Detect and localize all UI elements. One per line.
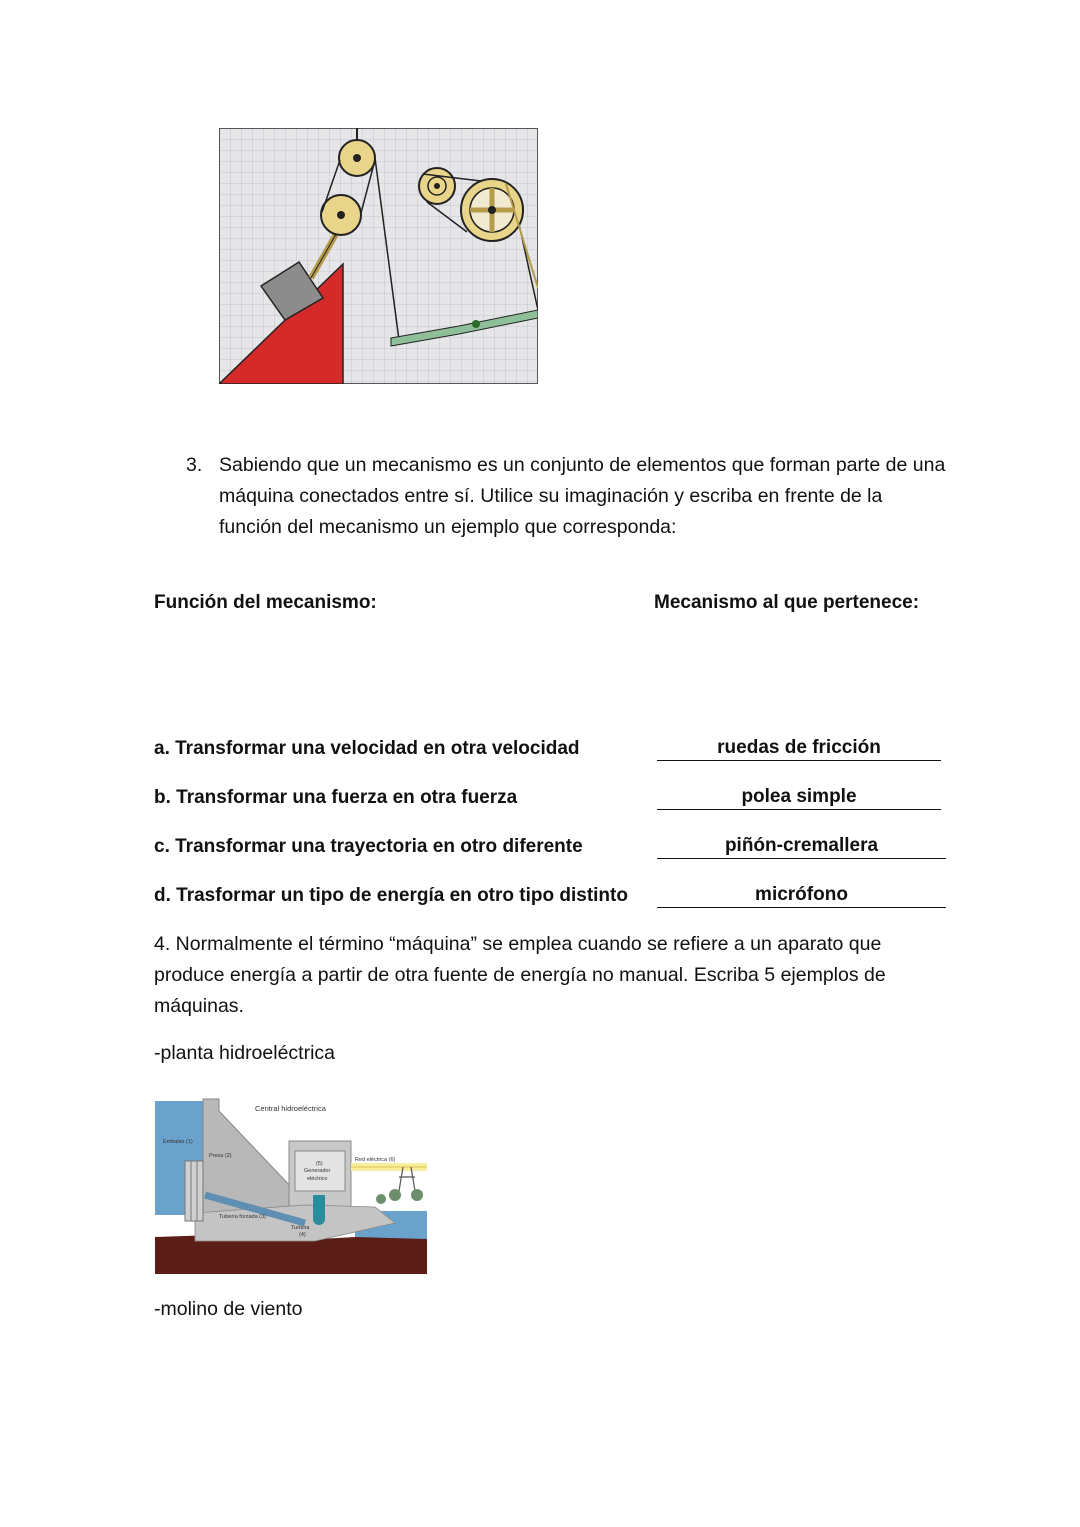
diagram-label-turbine-num: (4)	[299, 1232, 306, 1238]
diagram-title: Central hidroeléctrica	[255, 1104, 326, 1113]
mechanisms-drawing-svg	[219, 128, 538, 384]
diagram-label-generator-num: (5)	[316, 1161, 323, 1167]
question-4-text: 4. Normalmente el término “máquina” se emplea cuando se refiere a un aparato que produce energía a partir de otra fuente de energía no manual. Escriba 5 ejemplos de máquinas.	[154, 933, 886, 1017]
row-d-answer: micrófono	[657, 883, 946, 908]
row-a-function: a. Transformar una velocidad en otra velocidad	[154, 738, 580, 759]
question-3	[186, 450, 946, 543]
diagram-label-generator-2: eléctrico	[307, 1176, 328, 1182]
diagram-label-grid: Red eléctrica (6)	[355, 1157, 396, 1163]
mechanisms-drawing	[219, 128, 538, 384]
hydroelectric-diagram-svg	[155, 1095, 427, 1274]
row-a-answer: ruedas de fricción	[657, 736, 941, 761]
diagram-label-penstock: Tubería forzada (3)	[219, 1214, 266, 1220]
question-3-text: Sabiendo que un mecanismo es un conjunto de elementos que forman parte de una máquina conectados entre sí. Utilice su imaginación y escriba en frente de la función del mecanismo un ejemplo que corresponda:	[219, 454, 946, 538]
example-1: -planta hidroeléctrica	[154, 1042, 336, 1064]
diagram-label-turbine: Turbina	[291, 1225, 310, 1231]
row-b-answer: polea simple	[657, 785, 941, 810]
row-c-function: c. Transformar una trayectoria en otro diferente	[154, 836, 583, 857]
column-header-function: Función del mecanismo:	[154, 592, 377, 613]
row-c-answer: piñón-cremallera	[657, 834, 946, 859]
row-b-function: b. Transformar una fuerza en otra fuerza	[154, 787, 518, 808]
row-d-function: d. Trasformar un tipo de energía en otro tipo distinto	[154, 885, 628, 906]
diagram-label-dam: Presa (2)	[209, 1153, 232, 1159]
example-2: -molino de viento	[154, 1298, 303, 1320]
hydroelectric-diagram	[155, 1095, 427, 1274]
diagram-label-generator-1: Generador	[304, 1168, 331, 1174]
diagram-label-reservoir: Embalse (1)	[163, 1139, 193, 1145]
question-3-number: 3.	[186, 454, 203, 476]
column-header-mechanism: Mecanismo al que pertenece:	[654, 592, 920, 613]
